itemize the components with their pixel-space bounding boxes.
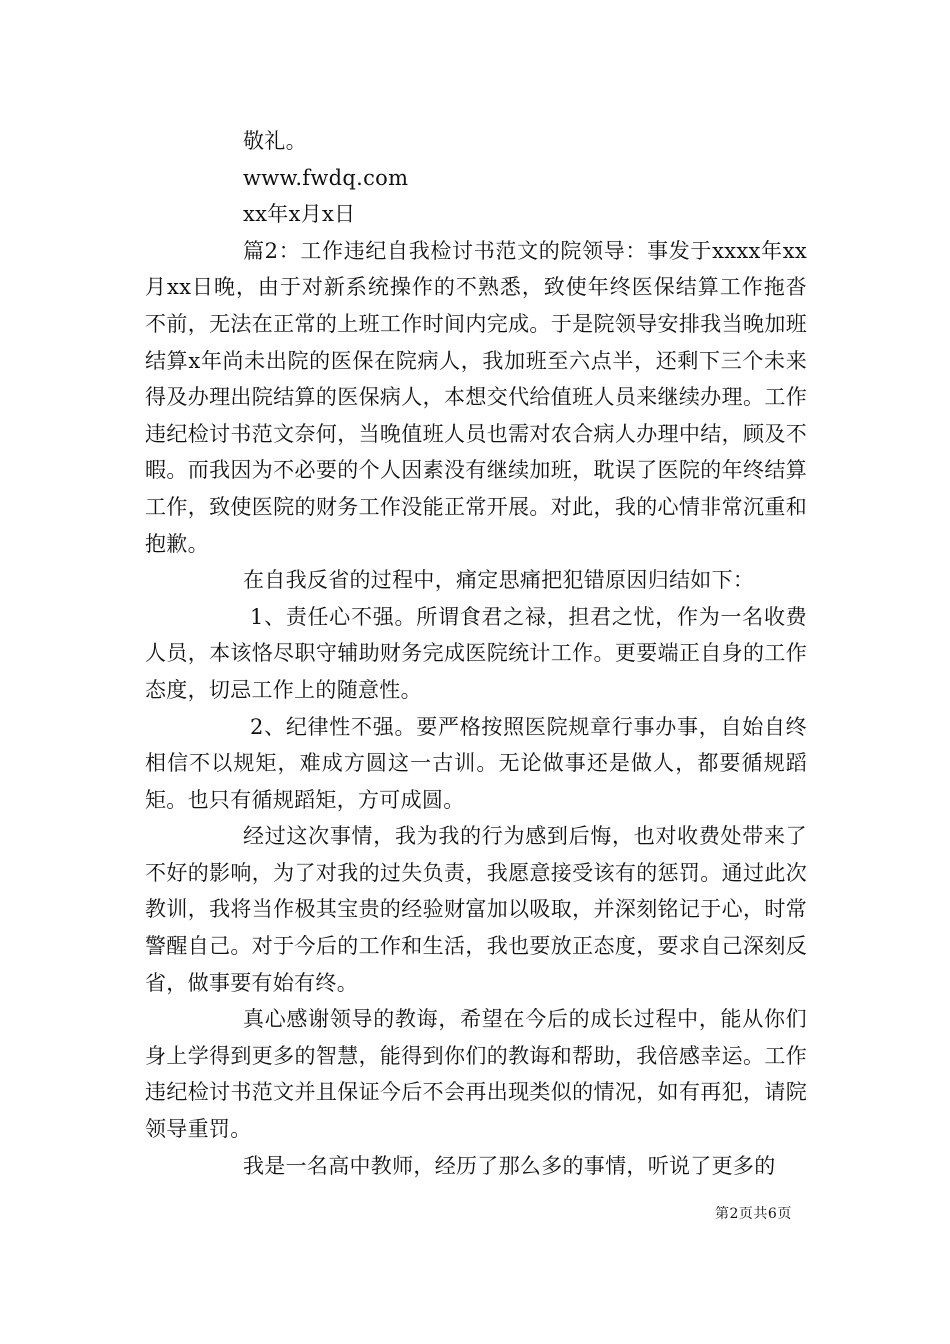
paragraph-regret: 经过这次事情，我为我的行为感到后悔，也对收费处带来了不好的影响，为了对我的过失负责，我愿意接受该有的惩罚。通过此次教训，我将当作极其宝贵的经验财富加以吸取，并深刻铭记于心，时常警醒自己。对于今后的工作和生活，我也要放正态度，要求自己深刻反省，做事要有始有终。 — [145, 824, 807, 995]
page-indicator: 第2页共6页 — [715, 1206, 792, 1222]
paragraph-thanks: 真心感谢领导的教诲，希望在今后的成长过程中，能从你们身上学得到更多的智慧，能得到你们的教诲和帮助，我倍感幸运。工作违纪检讨书范文并且保证今后不会再出现类似的情况，如有再犯，请院领导重罚。 — [145, 1007, 807, 1142]
paragraph-reason-1: 1、责任心不强。所谓食君之禄，担君之忧，作为一名收费人员，本该恪尽职守辅助财务完成医院统计工作。更要端正自身的工作态度，切忌工作上的随意性。 — [145, 604, 807, 702]
closing-salutation: 敬礼。 — [243, 129, 307, 153]
paragraph-reason-2: 2、纪律性不强。要严格按照医院规章行事办事，自始自终相信不以规矩，难成方圆这一古训。无论做事还是做人，都要循规蹈矩。也只有循规蹈矩，方可成圆。 — [145, 714, 807, 812]
closing-date: xx年x月x日 — [243, 202, 356, 227]
paragraph-reflection-intro: 在自我反省的过程中，痛定思痛把犯错原因归结如下： — [243, 568, 755, 593]
closing-website: www.fwdq.com — [243, 165, 409, 190]
document-body — [145, 123, 807, 1184]
paragraph-next-section: 我是一名高中教师，经历了那么多的事情，听说了更多的 — [243, 1153, 776, 1178]
paragraph-incident: 篇2：工作违纪自我检讨书范文的院领导：事发于xxxx年xx月xx日晚，由于对新系统操作的不熟悉，致使年终医保结算工作拖沓不前，无法在正常的上班工作时间内完成。于是院领导安排我当晚加班结算x年尚未出院的医保在院病人，我加班至六点半，还剩下三个未来得及办理出院结算的医保病人，本想交代给值班人员来继续办理。工作违纪检讨书范文奈何，当晚值班人员也需对农合病人办理中结，顾及不暇。而我因为不必要的个人因素没有继续加班，耽误了医院的年终结算工作，致使医院的财务工作没能正常开展。对此，我的心情非常沉重和抱歉。 — [145, 238, 807, 556]
